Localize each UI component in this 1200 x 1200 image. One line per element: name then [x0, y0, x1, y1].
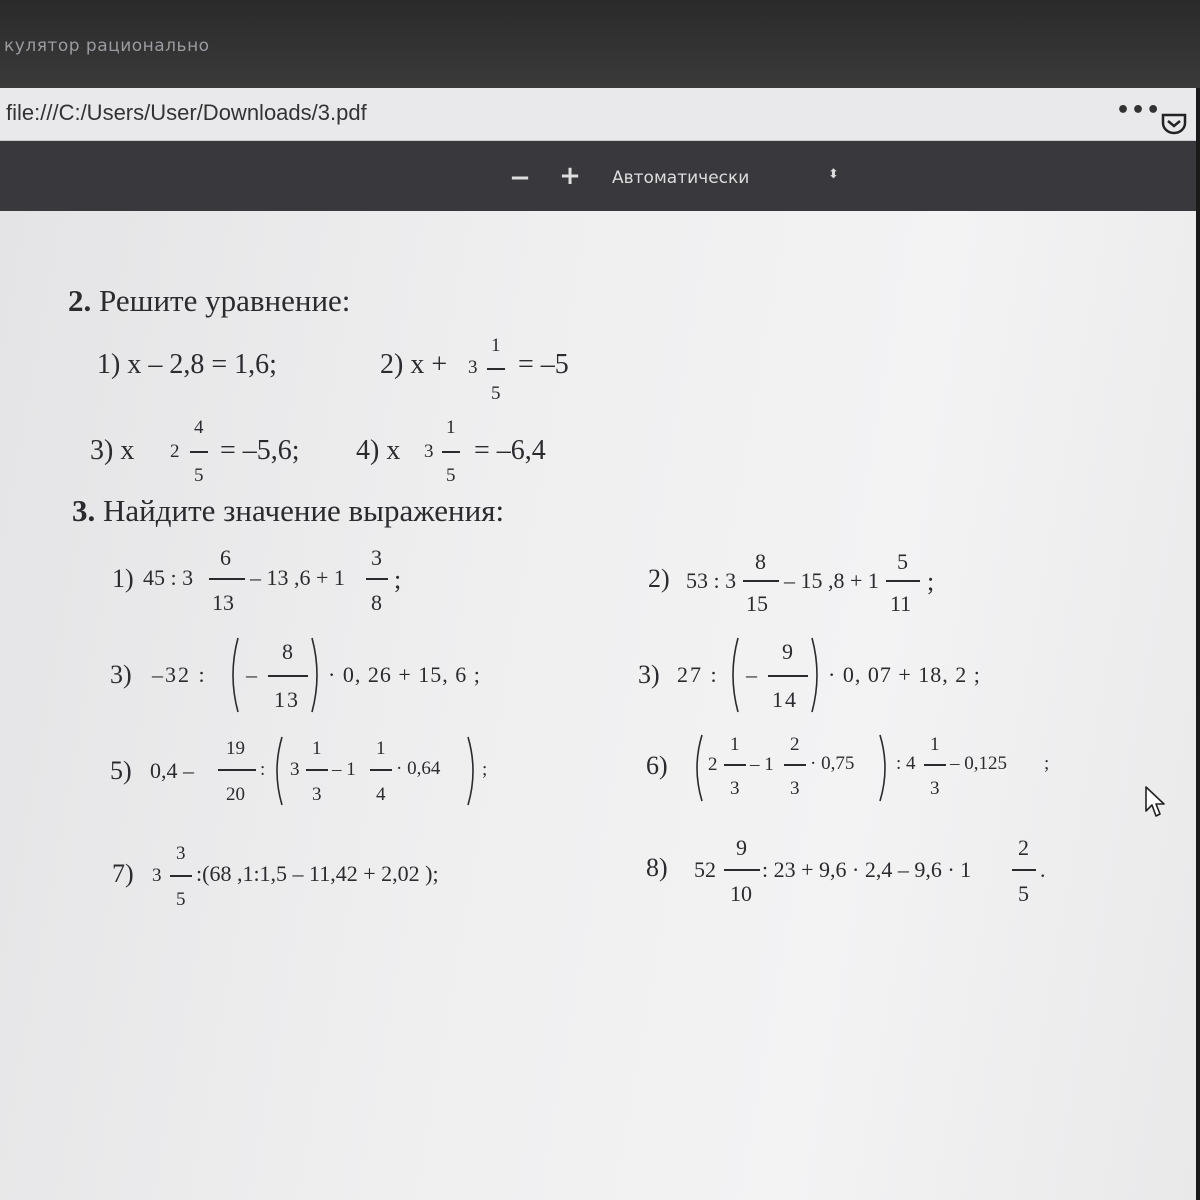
- pdf-toolbar: [0, 141, 1196, 211]
- expr8-end: .: [1040, 857, 1046, 882]
- equation-4-lead: 4) x: [356, 435, 401, 466]
- expr8-denominator-2: 5: [1018, 881, 1029, 906]
- expr4-numerator: 9: [782, 639, 793, 664]
- fraction-bar: [1012, 869, 1036, 871]
- expr5-label: 5): [110, 756, 132, 785]
- expr5-colon: :: [260, 759, 266, 780]
- equation-4-numerator: 1: [446, 417, 456, 438]
- task2-title: Решите уравнение:: [99, 283, 351, 318]
- expr1-denominator-1: 13: [212, 590, 234, 615]
- fraction-bar: [724, 764, 746, 766]
- expr8-denominator-1: 10: [730, 881, 752, 906]
- expr6-whole-1: 2: [708, 754, 718, 775]
- fraction-bar: [190, 451, 208, 453]
- expr2-label: 2): [648, 564, 670, 593]
- equation-2-tail: = –5: [518, 349, 569, 380]
- document-content: [0, 211, 1196, 1200]
- expr3-label: 3): [110, 660, 132, 689]
- zoom-out-icon[interactable]: −: [509, 163, 531, 193]
- equation-2-lead: 2) x +: [380, 349, 448, 380]
- right-paren: [878, 733, 892, 803]
- left-paren: [726, 636, 740, 714]
- fraction-bar: [170, 875, 192, 877]
- expr1-denominator-2: 8: [371, 590, 382, 615]
- expr7-whole: 3: [152, 865, 162, 886]
- zoom-value: Автоматически: [612, 168, 750, 188]
- left-paren: [226, 636, 240, 714]
- expr7-label: 7): [112, 859, 134, 888]
- fraction-bar: [924, 764, 946, 766]
- expr6-denominator-3: 3: [930, 778, 940, 799]
- expr4-minus: –: [746, 662, 757, 687]
- task2-number: 2.: [68, 283, 92, 318]
- expr2-part-b: – 15 ,8 + 1: [784, 568, 879, 593]
- expr7-denominator: 5: [176, 889, 186, 910]
- expr4-part-a: 27 :: [677, 662, 719, 687]
- equation-4-tail: = –6,4: [474, 435, 546, 466]
- expr8-label: 8): [646, 853, 668, 882]
- task3-heading: [72, 493, 504, 529]
- more-actions-icon[interactable]: •••: [1116, 98, 1162, 123]
- expr5-whole-2: 3: [290, 759, 300, 780]
- expr2-numerator-1: 8: [755, 549, 766, 574]
- expr6-part-b: · 0,75: [810, 753, 855, 774]
- expr3-minus: –: [246, 662, 257, 687]
- expr5-end: ;: [482, 759, 488, 780]
- fraction-bar: [724, 869, 760, 871]
- equation-2-denominator: 5: [491, 383, 501, 404]
- fraction-bar: [268, 675, 308, 677]
- equation-3-tail: = –5,6;: [220, 435, 300, 466]
- equation-2-numerator: 1: [491, 335, 501, 356]
- expr2-part-a: 53 : 3: [686, 568, 737, 593]
- expr5-part-a: 0,4 –: [150, 758, 194, 783]
- expr2-denominator-1: 15: [746, 591, 768, 616]
- expr7-part-b: :(68 ,1:1,5 – 11,42 + 2,02 );: [196, 861, 439, 886]
- tab-title[interactable]: кулятор рационально: [4, 36, 210, 56]
- expr5-denominator-3: 4: [376, 784, 386, 805]
- expr6-part-e: – 0,125: [950, 753, 1007, 774]
- expr5-numerator-3: 1: [376, 738, 386, 759]
- expr5-numerator-2: 1: [312, 738, 322, 759]
- right-paren: [810, 636, 824, 714]
- left-paren: [690, 733, 704, 803]
- expr7-numerator: 3: [176, 843, 186, 864]
- expr2-numerator-2: 5: [897, 549, 908, 574]
- pdf-page: [0, 211, 1196, 1200]
- equation-1: 1) x – 2,8 = 1,6;: [97, 349, 277, 380]
- equation-4-whole: 3: [424, 441, 434, 462]
- expr2-end: ;: [927, 567, 935, 596]
- fraction-bar: [442, 451, 460, 453]
- equation-2-whole: 3: [468, 357, 478, 378]
- expr6-denominator-2: 3: [790, 778, 800, 799]
- fraction-bar: [366, 578, 388, 580]
- expr5-denominator-1: 20: [226, 784, 245, 805]
- chevron-updown-icon: ⬍: [828, 167, 839, 182]
- expr5-part-b: · 0,64: [396, 758, 441, 779]
- browser-title-bar: [0, 0, 1200, 88]
- expr4-denominator: 14: [772, 687, 798, 712]
- equation-3-denominator: 5: [194, 465, 204, 486]
- fraction-bar: [768, 675, 808, 677]
- equation-3-lead: 3) x: [90, 435, 135, 466]
- expr3-denominator: 13: [274, 687, 300, 712]
- expr8-whole: 52: [694, 857, 716, 882]
- fraction-bar: [886, 580, 920, 582]
- expr1-part-b: – 13 ,6 + 1: [250, 565, 345, 590]
- address-bar[interactable]: [0, 88, 1196, 141]
- expr5-minus: – 1: [332, 759, 356, 780]
- url-field[interactable]: file:///C:/Users/User/Downloads/3.pdf: [6, 100, 367, 125]
- expr8-numerator-2: 2: [1018, 835, 1029, 860]
- expr6-numerator-3: 1: [930, 734, 940, 755]
- expr1-label: 1): [112, 564, 134, 593]
- expr2-denominator-2: 11: [890, 591, 912, 616]
- expr1-numerator-2: 3: [371, 545, 382, 570]
- expr5-numerator-1: 19: [226, 738, 245, 759]
- expr4-part-b: · 0, 07 + 18, 2 ;: [828, 662, 981, 687]
- equation-3-numerator: 4: [194, 417, 204, 438]
- fraction-bar: [487, 368, 505, 370]
- expr1-part-a: 45 : 3: [143, 565, 194, 590]
- zoom-select[interactable]: [600, 165, 850, 191]
- task3-title: Найдите значение выражения:: [103, 493, 505, 528]
- fraction-bar: [743, 580, 779, 582]
- fraction-bar: [370, 769, 392, 771]
- fraction-bar: [209, 578, 245, 580]
- right-paren: [310, 636, 324, 714]
- expr1-numerator-1: 6: [220, 545, 231, 570]
- expr4-label: 3): [638, 660, 660, 689]
- expr1-end: ;: [394, 565, 402, 594]
- expr8-part-b: : 23 + 9,6 · 2,4 – 9,6 · 1: [762, 857, 972, 882]
- expr3-numerator: 8: [282, 639, 293, 664]
- fraction-bar: [306, 769, 328, 771]
- equation-4-denominator: 5: [446, 465, 456, 486]
- equation-3-whole: 2: [170, 441, 180, 462]
- expr3-part-a: –32 :: [152, 662, 207, 687]
- pocket-icon[interactable]: [1160, 112, 1188, 136]
- expr5-denominator-2: 3: [312, 784, 322, 805]
- task3-number: 3.: [72, 493, 96, 528]
- expr6-label: 6): [646, 751, 668, 780]
- expr6-part-c: : 4: [896, 753, 916, 774]
- expr6-numerator-1: 1: [730, 734, 740, 755]
- zoom-in-icon[interactable]: +: [559, 161, 581, 191]
- expr8-numerator-1: 9: [736, 835, 747, 860]
- fraction-bar: [784, 764, 806, 766]
- expr6-end: ;: [1044, 753, 1050, 774]
- right-paren: [466, 735, 480, 807]
- task2-heading: [68, 283, 350, 319]
- fraction-bar: [218, 769, 256, 771]
- expr6-numerator-2: 2: [790, 734, 800, 755]
- expr3-part-b: · 0, 26 + 15, 6 ;: [328, 662, 481, 687]
- expr6-denominator-1: 3: [730, 778, 740, 799]
- left-paren: [270, 735, 284, 807]
- cursor-arrow-icon: [1144, 785, 1168, 819]
- expr6-minus: – 1: [750, 754, 774, 775]
